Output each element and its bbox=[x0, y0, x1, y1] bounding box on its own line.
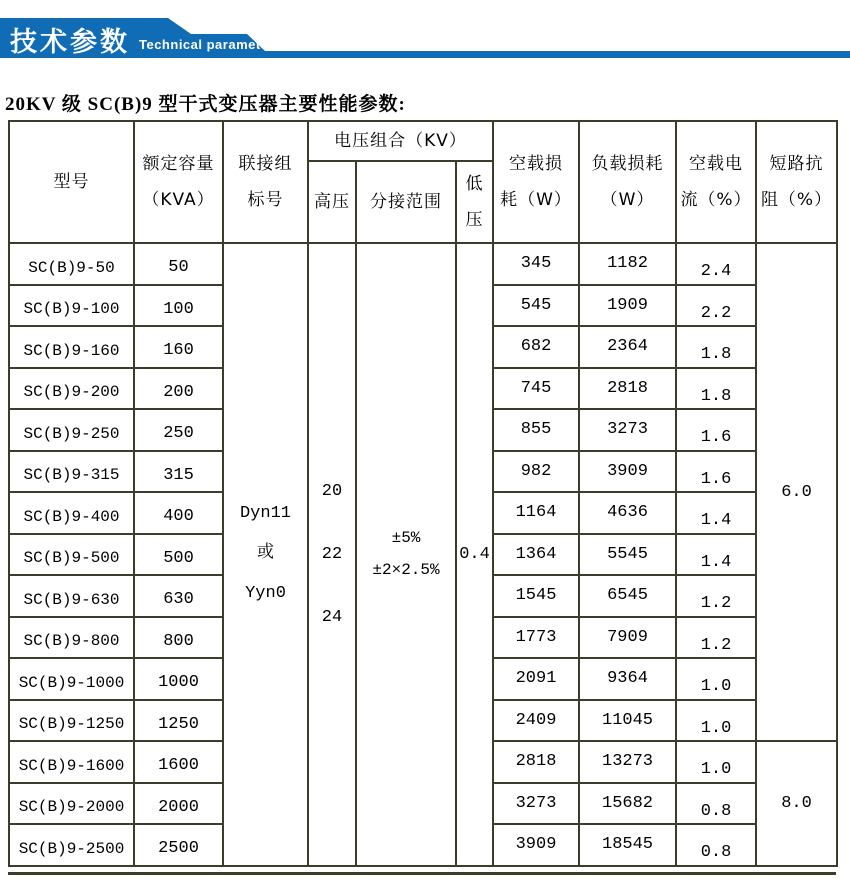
header-model: 型号 bbox=[9, 121, 134, 243]
load-loss-cell: 11045 bbox=[579, 700, 676, 742]
capacity-cell: 100 bbox=[134, 285, 223, 327]
capacity-cell: 800 bbox=[134, 617, 223, 659]
load-loss-cell: 13273 bbox=[579, 741, 676, 783]
impedance-merged-cell-1: 6.0 bbox=[756, 243, 837, 741]
banner-title-en: Technical parameter bbox=[139, 37, 274, 52]
capacity-cell: 315 bbox=[134, 451, 223, 493]
impedance-merged-cell-2: 8.0 bbox=[756, 741, 837, 866]
no-load-loss-cell: 2818 bbox=[493, 741, 579, 783]
header-load-loss: 负载损耗 （W） bbox=[579, 121, 676, 243]
header-capacity: 额定容量 （KVA） bbox=[134, 121, 223, 243]
header-connection: 联接组 标号 bbox=[223, 121, 308, 243]
no-load-loss-cell: 1364 bbox=[493, 534, 579, 576]
header-lv: 低 压 bbox=[456, 161, 493, 243]
load-loss-cell: 2364 bbox=[579, 326, 676, 368]
no-load-loss-cell: 3909 bbox=[493, 824, 579, 866]
banner-title-cn: 技术参数 bbox=[10, 27, 130, 57]
no-load-loss-cell: 982 bbox=[493, 451, 579, 493]
no-load-current-cell: 1.2 bbox=[676, 575, 756, 617]
capacity-cell: 2000 bbox=[134, 783, 223, 825]
load-loss-cell: 2818 bbox=[579, 368, 676, 410]
header-impedance: 短路抗 阻（%） bbox=[756, 121, 837, 243]
no-load-current-cell: 0.8 bbox=[676, 783, 756, 825]
model-cell: SC(B)9-500 bbox=[9, 534, 134, 576]
load-loss-cell: 7909 bbox=[579, 617, 676, 659]
load-loss-cell: 6545 bbox=[579, 575, 676, 617]
model-cell: SC(B)9-630 bbox=[9, 575, 134, 617]
no-load-loss-cell: 2091 bbox=[493, 658, 579, 700]
lv-merged-cell: 0.4 bbox=[456, 243, 493, 866]
capacity-cell: 630 bbox=[134, 575, 223, 617]
model-cell: SC(B)9-250 bbox=[9, 409, 134, 451]
load-loss-cell: 4636 bbox=[579, 492, 676, 534]
no-load-current-cell: 1.0 bbox=[676, 741, 756, 783]
capacity-cell: 400 bbox=[134, 492, 223, 534]
header-voltage-group: 电压组合（KV） bbox=[308, 121, 493, 161]
header-tap-range: 分接范围 bbox=[356, 161, 456, 243]
no-load-current-cell: 2.4 bbox=[676, 243, 756, 285]
model-cell: SC(B)9-200 bbox=[9, 368, 134, 410]
no-load-current-cell: 1.6 bbox=[676, 409, 756, 451]
header-row-1 bbox=[9, 121, 837, 161]
load-loss-cell: 1182 bbox=[579, 243, 676, 285]
no-load-current-cell: 1.2 bbox=[676, 617, 756, 659]
load-loss-cell: 3909 bbox=[579, 451, 676, 493]
capacity-cell: 250 bbox=[134, 409, 223, 451]
model-cell: SC(B)9-800 bbox=[9, 617, 134, 659]
header-no-load-current: 空载电 流（%） bbox=[676, 121, 756, 243]
load-loss-cell: 18545 bbox=[579, 824, 676, 866]
capacity-cell: 2500 bbox=[134, 824, 223, 866]
no-load-current-cell: 1.0 bbox=[676, 700, 756, 742]
no-load-current-cell: 1.4 bbox=[676, 492, 756, 534]
hv-merged-cell: 20 22 24 bbox=[308, 243, 356, 866]
no-load-loss-cell: 1164 bbox=[493, 492, 579, 534]
no-load-current-cell: 1.6 bbox=[676, 451, 756, 493]
header-no-load-loss: 空载损 耗（W） bbox=[493, 121, 579, 243]
load-loss-cell: 3273 bbox=[579, 409, 676, 451]
model-cell: SC(B)9-2000 bbox=[9, 783, 134, 825]
capacity-cell: 200 bbox=[134, 368, 223, 410]
no-load-loss-cell: 2409 bbox=[493, 700, 579, 742]
model-cell: SC(B)9-315 bbox=[9, 451, 134, 493]
no-load-loss-cell: 1545 bbox=[493, 575, 579, 617]
no-load-loss-cell: 345 bbox=[493, 243, 579, 285]
model-cell: SC(B)9-1250 bbox=[9, 700, 134, 742]
header-hv: 高压 bbox=[308, 161, 356, 243]
load-loss-cell: 1909 bbox=[579, 285, 676, 327]
no-load-current-cell: 1.8 bbox=[676, 368, 756, 410]
no-load-current-cell: 2.2 bbox=[676, 285, 756, 327]
model-cell: SC(B)9-400 bbox=[9, 492, 134, 534]
model-cell: SC(B)9-100 bbox=[9, 285, 134, 327]
capacity-cell: 1600 bbox=[134, 741, 223, 783]
table-bottom-rule bbox=[8, 872, 836, 875]
page-title: 20KV 级 SC(B)9 型干式变压器主要性能参数: bbox=[5, 94, 406, 115]
no-load-current-cell: 1.0 bbox=[676, 658, 756, 700]
connection-merged-cell: Dyn11 或 Yyn0 bbox=[223, 243, 308, 866]
table-row bbox=[9, 243, 837, 285]
no-load-loss-cell: 545 bbox=[493, 285, 579, 327]
no-load-loss-cell: 745 bbox=[493, 368, 579, 410]
capacity-cell: 50 bbox=[134, 243, 223, 285]
parameters-table bbox=[8, 120, 838, 867]
load-loss-cell: 15682 bbox=[579, 783, 676, 825]
no-load-loss-cell: 3273 bbox=[493, 783, 579, 825]
no-load-loss-cell: 855 bbox=[493, 409, 579, 451]
no-load-current-cell: 0.8 bbox=[676, 824, 756, 866]
model-cell: SC(B)9-1600 bbox=[9, 741, 134, 783]
no-load-current-cell: 1.8 bbox=[676, 326, 756, 368]
table-body bbox=[9, 243, 837, 866]
model-cell: SC(B)9-50 bbox=[9, 243, 134, 285]
no-load-current-cell: 1.4 bbox=[676, 534, 756, 576]
capacity-cell: 1000 bbox=[134, 658, 223, 700]
load-loss-cell: 5545 bbox=[579, 534, 676, 576]
model-cell: SC(B)9-2500 bbox=[9, 824, 134, 866]
capacity-cell: 500 bbox=[134, 534, 223, 576]
capacity-cell: 1250 bbox=[134, 700, 223, 742]
no-load-loss-cell: 682 bbox=[493, 326, 579, 368]
table-header bbox=[9, 121, 837, 243]
capacity-cell: 160 bbox=[134, 326, 223, 368]
model-cell: SC(B)9-160 bbox=[9, 326, 134, 368]
load-loss-cell: 9364 bbox=[579, 658, 676, 700]
tap-range-merged-cell: ±5% ±2×2.5% bbox=[356, 243, 456, 866]
no-load-loss-cell: 1773 bbox=[493, 617, 579, 659]
model-cell: SC(B)9-1000 bbox=[9, 658, 134, 700]
